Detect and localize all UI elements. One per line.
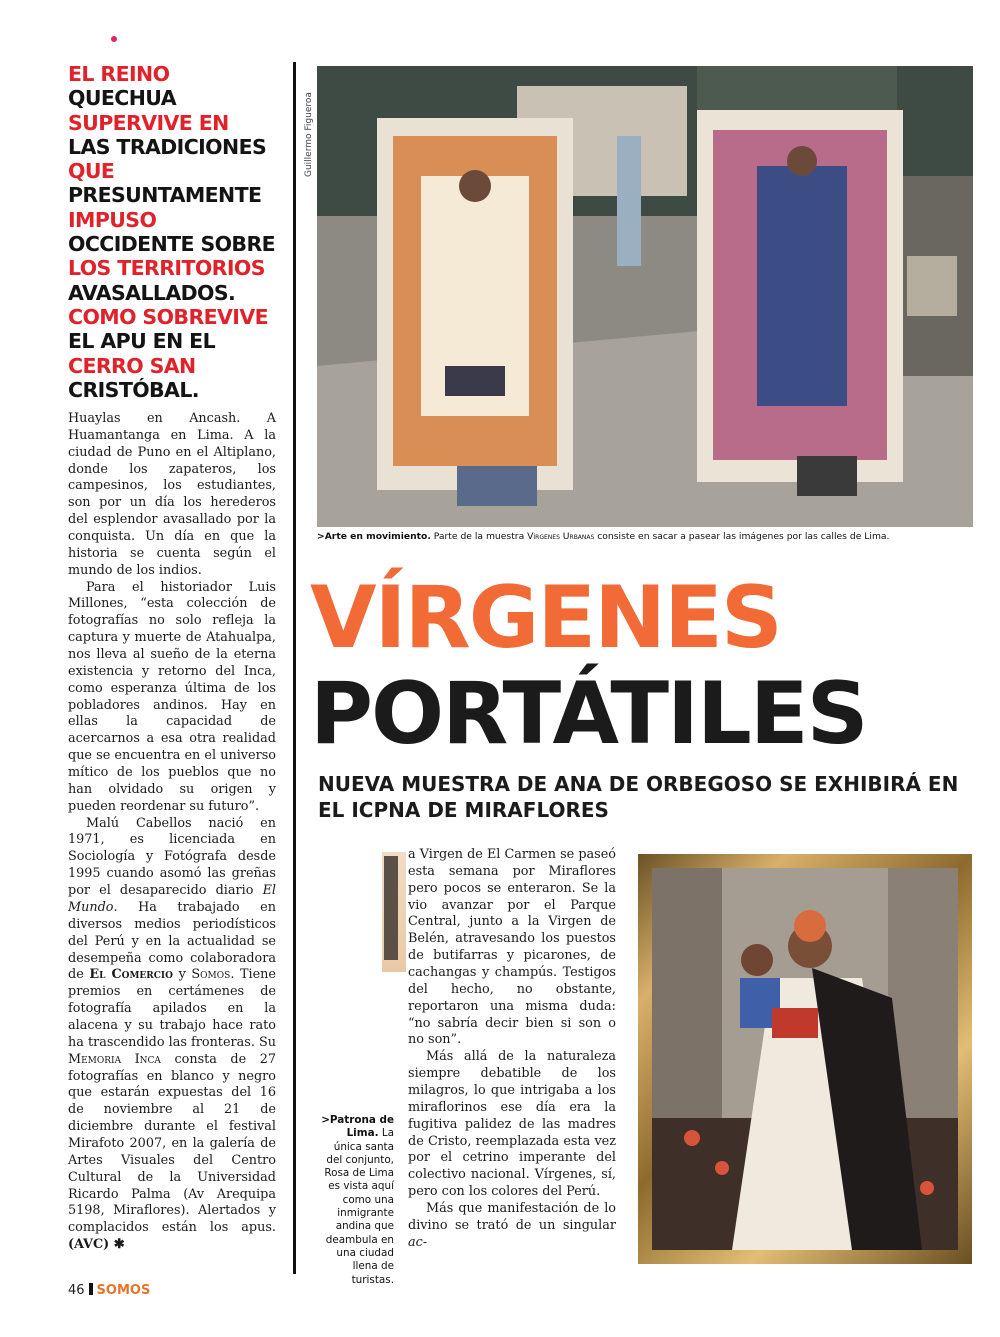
text-run: ac-: [408, 1234, 428, 1250]
text-run: . Ha trabajado en diversos medios periodísticos del Perú y en la actualidad se desempeña como colaboradora de: [68, 899, 276, 983]
pull-quote-line: COMO SOBREVIVE: [68, 304, 269, 329]
page-number: 46: [68, 1283, 85, 1298]
text-run: Malú Cabellos nació en 1971, es licenciada en Sociología y Fotógrafa desde 1995 cuando asomó las greñas por el desaparecido diario: [68, 815, 276, 899]
exhibition-name: Vírgenes Urbanas: [527, 531, 595, 542]
drop-cap-letter: [382, 852, 406, 972]
body-paragraph: Para el historiador Luis Millones, “esta colección de fotografías no solo refleja la captura y muerte de Atahualpa, nos lleva al sueño de la eterna existencia y retorno del Inca, como esperanza última de los pobladores andinos. Hay en ellas la capacidad de acercarnos a esa otra realidad que se encuentra en el universo mítico de los pueblos que no han olvidado su origen y pueden reordenar su futuro”.: [68, 579, 276, 814]
left-article-column: [68, 411, 276, 1254]
side-photo-caption: [318, 1114, 394, 1287]
text-run: consta de 27 fotografías en blanco y negro que estarán expuestas del 16 de noviembre al 21 de diciembre durante el festival Mirafoto 2007, en la galería de Artes Visuales del Centro Cultural de la Universidad Ricardo Palma (Av Arequipa 5198, Miraflores). Alertados y complacidos están los apus.: [68, 1051, 276, 1236]
body-paragraph: [68, 816, 276, 1254]
newspaper-name: El Mundo: [68, 883, 276, 915]
magazine-name: Somos: [191, 967, 231, 983]
page-footer: [68, 1283, 150, 1298]
caption-text: La única santa del conjunto, Rosa de Lima es vista aquí como una inmigrante andina que deambula en una ciudad llena de turistas.: [324, 1127, 394, 1286]
author-initials: (AVC): [68, 1237, 110, 1253]
pull-quote-line: EL REINO: [68, 62, 170, 86]
body-paragraph: Huaylas en Ancash. A Huamantanga en Lima. A la ciudad de Puno en el Altiplano, donde los zapateros, los campesinos, los estudiantes, son por un día los herederos del esplendor avasallado por la conquista. Un día en que la historia se cuenta según el mundo de los indios.: [68, 411, 276, 578]
pull-quote-line: LAS TRADICIONES: [68, 134, 267, 159]
pull-quote-line: CERRO SAN: [68, 353, 196, 378]
pull-quote-line: PRESUNTAMENTE: [68, 183, 262, 208]
street-procession-photo: [317, 66, 973, 527]
photo-credit-text: Guillermo Figueroa: [304, 92, 314, 177]
pull-quote-line: CRISTÓBAL.: [68, 377, 199, 402]
pull-quote-line: EL APU EN EL: [68, 329, 216, 354]
framed-virgin-portrait: [638, 854, 972, 1264]
body-paragraph: a Virgen de El Carmen se paseó esta semana por Miraflores pero pocos se enteraron. Se la vio avanzar por el Parque Central, junto a la Virgen de Belén, atravesando los puestos de butifarras y picarones, de cachangas y champús. Testigos del hecho, no obstante, reportaron una misma duda: “no sabría decir bien si son o no son”.: [408, 847, 616, 1048]
caption-lead: >Arte en movimiento.: [317, 531, 431, 542]
decorative-dot: [111, 36, 117, 42]
body-paragraph: Más allá de la naturaleza siempre debatible de los milagros, lo que intrigaba a los miraflorinos ese día era la fugitiva palidez de las madres de Cristo, reemplazada esta vez por el cetrino imperante del colectivo nacional. Vírgenes, sí, pero con los colores del Perú.: [408, 1049, 616, 1200]
pull-quote-line: QUE: [68, 159, 115, 184]
caption-lead: >Patrona de Lima.: [321, 1114, 394, 1140]
headline-line-2: PORTÁTILES: [310, 664, 867, 764]
pull-quote-line: SUPERVIVE EN: [68, 110, 229, 135]
portrait-image: [652, 868, 958, 1250]
pull-quote-line: QUECHUA: [68, 86, 176, 111]
text-run: y: [172, 967, 192, 983]
main-article-column: [408, 847, 616, 1252]
end-mark: ✱: [109, 1237, 125, 1253]
newspaper-name: El Comercio: [89, 967, 173, 983]
photo-credit: [299, 62, 319, 182]
pull-quote: [68, 62, 298, 402]
pull-quote-line: LOS TERRITORIOS: [68, 256, 265, 281]
column-divider: [293, 62, 296, 1274]
top-photo-caption: [317, 531, 977, 542]
headline-line-1: VÍRGENES: [310, 568, 781, 668]
caption-text: Parte de la muestra: [430, 531, 528, 542]
pull-quote-line: OCCIDENTE SOBRE: [68, 232, 276, 257]
body-paragraph: [408, 1201, 616, 1252]
text-run: Más que manifestación de lo divino se trató de un singular: [408, 1201, 616, 1233]
portrait-illustration: [652, 868, 958, 1250]
caption-text: consiste en sacar a pasear las imágenes por las calles de Lima.: [594, 531, 890, 542]
pull-quote-line: IMPUSO: [68, 207, 157, 232]
street-procession-illustration: [317, 66, 973, 527]
footer-separator: [89, 1283, 93, 1295]
text-run: . Tiene premios en certámenes de fotografía apilados en la alacena y su trabajo hace rato ha trascendido las fronteras. Su: [68, 967, 276, 1050]
subheadline: NUEVA MUESTRA DE ANA DE ORBEGOSO SE EXHIBIRÁ EN EL ICPNA DE MIRAFLORES: [318, 772, 959, 822]
magazine-logo: SOMOS: [96, 1283, 151, 1298]
pull-quote-line: AVASALLADOS.: [68, 280, 236, 305]
exhibition-name: Memoria Inca: [68, 1051, 161, 1067]
